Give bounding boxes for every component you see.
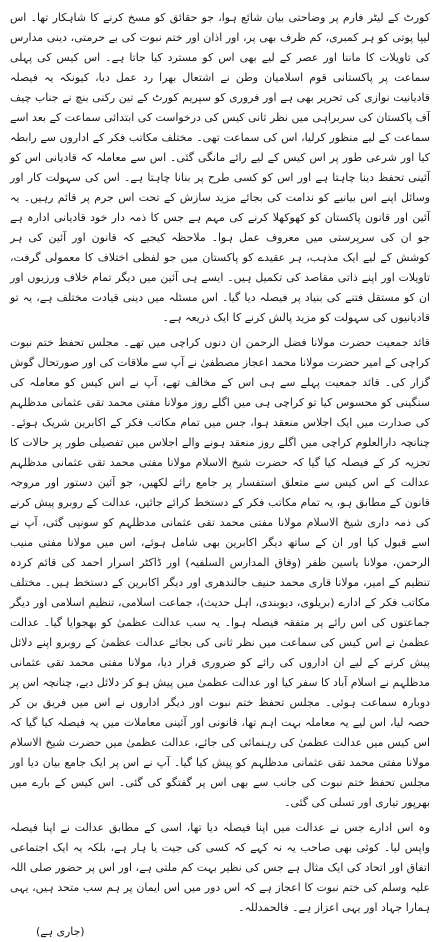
article-paragraph-1: کورٹ کے لیٹر فارم پر وضاحتی بیان شائع ہوا، جو حقائق کو مسخ کرنے کا شاہکار تھا۔ اس لیپا پوتی کو ہر کمبری، کم ظرف بھی پر، اور اذان اور ختم نبوت کی بے حرمتی، دینی مدارس کی تاویلات کا ماننا اور عصر کے لیے بھی اس کو مسترد کیا جاتا ہے۔ اس کیس کی پہلی سماعت پر پاکستانی قوم اسلامیان وطن نے اشتعال بھرا رد عمل دیا، کیونکہ یہ فیصلہ قادیانیت نوازی کی تحریر بھی ہے اور فروری کو سپریم کورٹ کے تین رکنی بنچ نے جناب چیف آف پاکستان کی سربراہی میں نظر ثانی کیس کی درخواست کی ابتدائی سماعت کے بعد اسے سماعت کے لیے منظور کرلیا، اس کی سماعت تھی۔ مختلف مکاتب فکر کے اداروں سے رابطہ کیا اور شرعی طور پر اس کیس کے لیے رائے مانگی گئی۔ اس سے معاملہ کہ قادیانی اس کو آئینی تحفظ دینا چاہتا ہے اور اس کو کسی طرح پر بنانا چاہتا ہے۔ اس کی سہولت کار اور وسائل اپنے اس بیانیے کو ندامت کی بجائے مزید سازش کے تحت اس جرم پر قائم رہیں۔ یہ آئین اور قانون پاکستان کو کھوکھلا کرنے کی مہم ہے جس کا ذمہ دار خود قادیانی ادارہ ہے جو ان کی سرپرستی میں معروف عمل ہوا۔ ملاحظہ کیجیے کہ قانون اور آئین کی ہر کوشش کے لیے ایک مذہب، ہر عقیدے کو پاکستان میں جو لفظی اختلاف کا معمولی گرفت، تاویلات اور اپنے ذاتی مقاصد کی تکمیل ہیں۔ ایسے ہی آئین میں دیگر تمام خلاف ورزیوں اور ان کو مستقل فتنے کی بنیاد پر فیصلہ دیا گیا۔ اس مسئلہ میں دینی قیادت مختلف ہے، یہ تو قادیانیوں کی سہولت کو مزید پالش کرنے کا ایک ذریعہ ہے۔ [10,11,430,324]
article-paragraph-3: وہ اس ادارے جس نے عدالت میں اپنا فیصلہ دیا تھا، اسی کے مطابق عدالت نے اپنا فیصلہ واپس لیا۔ کوئی بھی صاحب یہ نہ کہے کہ کسی کی جیت یا ہار ہے، بلکہ یہ ایک اجتماعی اتفاق اور اتحاد کی ایک مثال ہے جس کی نظیر بہت کم ملتی ہے، اور اس پر حضور صلی اللہ علیہ وسلم کی ختم نبوت کا اعجاز ہے کہ اس دور میں اس ایمان پر ہم سب متحد ہیں، یہی ہمارا جہاد اور یہی اعزاز ہے۔ فالحمدللہ۔ [10,821,430,914]
continued-label: (جاری ہے) [36,925,85,938]
article-paragraph-2: قائد جمعیت حضرت مولانا فضل الرحمن ان دنوں کراچی میں تھے۔ مجلس تحفظ ختم نبوت کراچی کے امیر حضرت مولانا محمد اعجاز مصطفیٰ نے آپ سے ملاقات کی اور صورتحال گوش گزار کی۔ قائد جمعیت پہلے سے ہی اس کے مخالف تھے، آپ نے اس کیس کو معاملہ کی سنگینی کو محسوس کیا تو کراچی ہی میں اگلے روز مولانا مفتی محمد تقی عثمانی مدظلہم کی صدارت میں ایک اجلاس منعقد ہوا، جس میں تمام مکاتب فکر کے اکابرین شریک ہوئے۔ چنانچہ دارالعلوم کراچی میں اگلے روز منعقد ہونے والے اجلاس میں تفصیلی طور پر حالات کا تجزیہ کر کے فیصلہ کیا گیا کہ حضرت شیخ الاسلام مولانا مفتی محمد تقی عثمانی مدظلہم عدالت کے اس کیس سے متعلق استفسار پر جامع رائے لکھیں، جو آئین دستور اور مروجہ قانون کے مطابق ہو، یہ تمام مکاتب فکر کے دستخط کرائے جائیں، عدالت کے روبرو پیش کرنے کی ذمہ داری شیخ الاسلام مولانا مفتی محمد تقی عثمانی مدظلہم کو سونپی گئی، آپ نے اسے قبول کیا اور ان کے ساتھ دیگر اکابرین بھی شامل ہوئے، اس میں مولانا مفتی منیب الرحمن، مولانا یاسین ظفر (وفاق المدارس السلفیہ) اور ڈاکٹر اسرار احمد کی قائم کردہ تنظیم کے امیر، مولانا قاری محمد حنیف جالندھری اور دیگر اکابرین کے دستخط ہیں۔ مختلف مکاتب فکر کے ادارے (بریلوی، دیوبندی، اہل حدیث)، جماعت اسلامی، تنظیم اسلامی اور دیگر جماعتوں کی اس رائے پر متفقہ فیصلہ ہوا۔ یہ سب عدالت عظمیٰ کو بھجوایا گیا۔ عدالت عظمیٰ نے اس کیس کی سماعت میں نظر ثانی کی بجائے عدالت عظمیٰ کے روبرو اپنے دلائل پیش کرنے کے لیے ان اداروں کی رائے کو ضروری قرار دیا، مولانا مفتی محمد تقی عثمانی مدظلہم نے اسلام آباد کا سفر کیا اور عدالت عظمیٰ میں پیش ہو کر دلائل دیے، چنانچہ اس پر دوبارہ سماعت ہوئی۔ مجلس تحفظ ختم نبوت اور دیگر اداروں نے اس میں فریق بن کر حصہ لیا، اس لیے یہ معاملہ بہت اہم تھا، قانونی اور آئینی معاملات میں یہ فیصلہ کیا گیا کہ اس کیس میں عدالت عظمیٰ کی رہنمائی کی جائے، عدالت عظمیٰ میں حضرت شیخ الاسلام مولانا مفتی محمد تقی عثمانی مدظلہم کو پیش کیا گیا۔ آپ نے اس پر ایک جامع بیان دیا اور مجلس تحفظ ختم نبوت کی جانب سے بھی اس پر گفتگو کی گئی۔ اس کیس کے بارے میں بھرپور تیاری اور تسلی کی گئی۔ [10,336,430,809]
